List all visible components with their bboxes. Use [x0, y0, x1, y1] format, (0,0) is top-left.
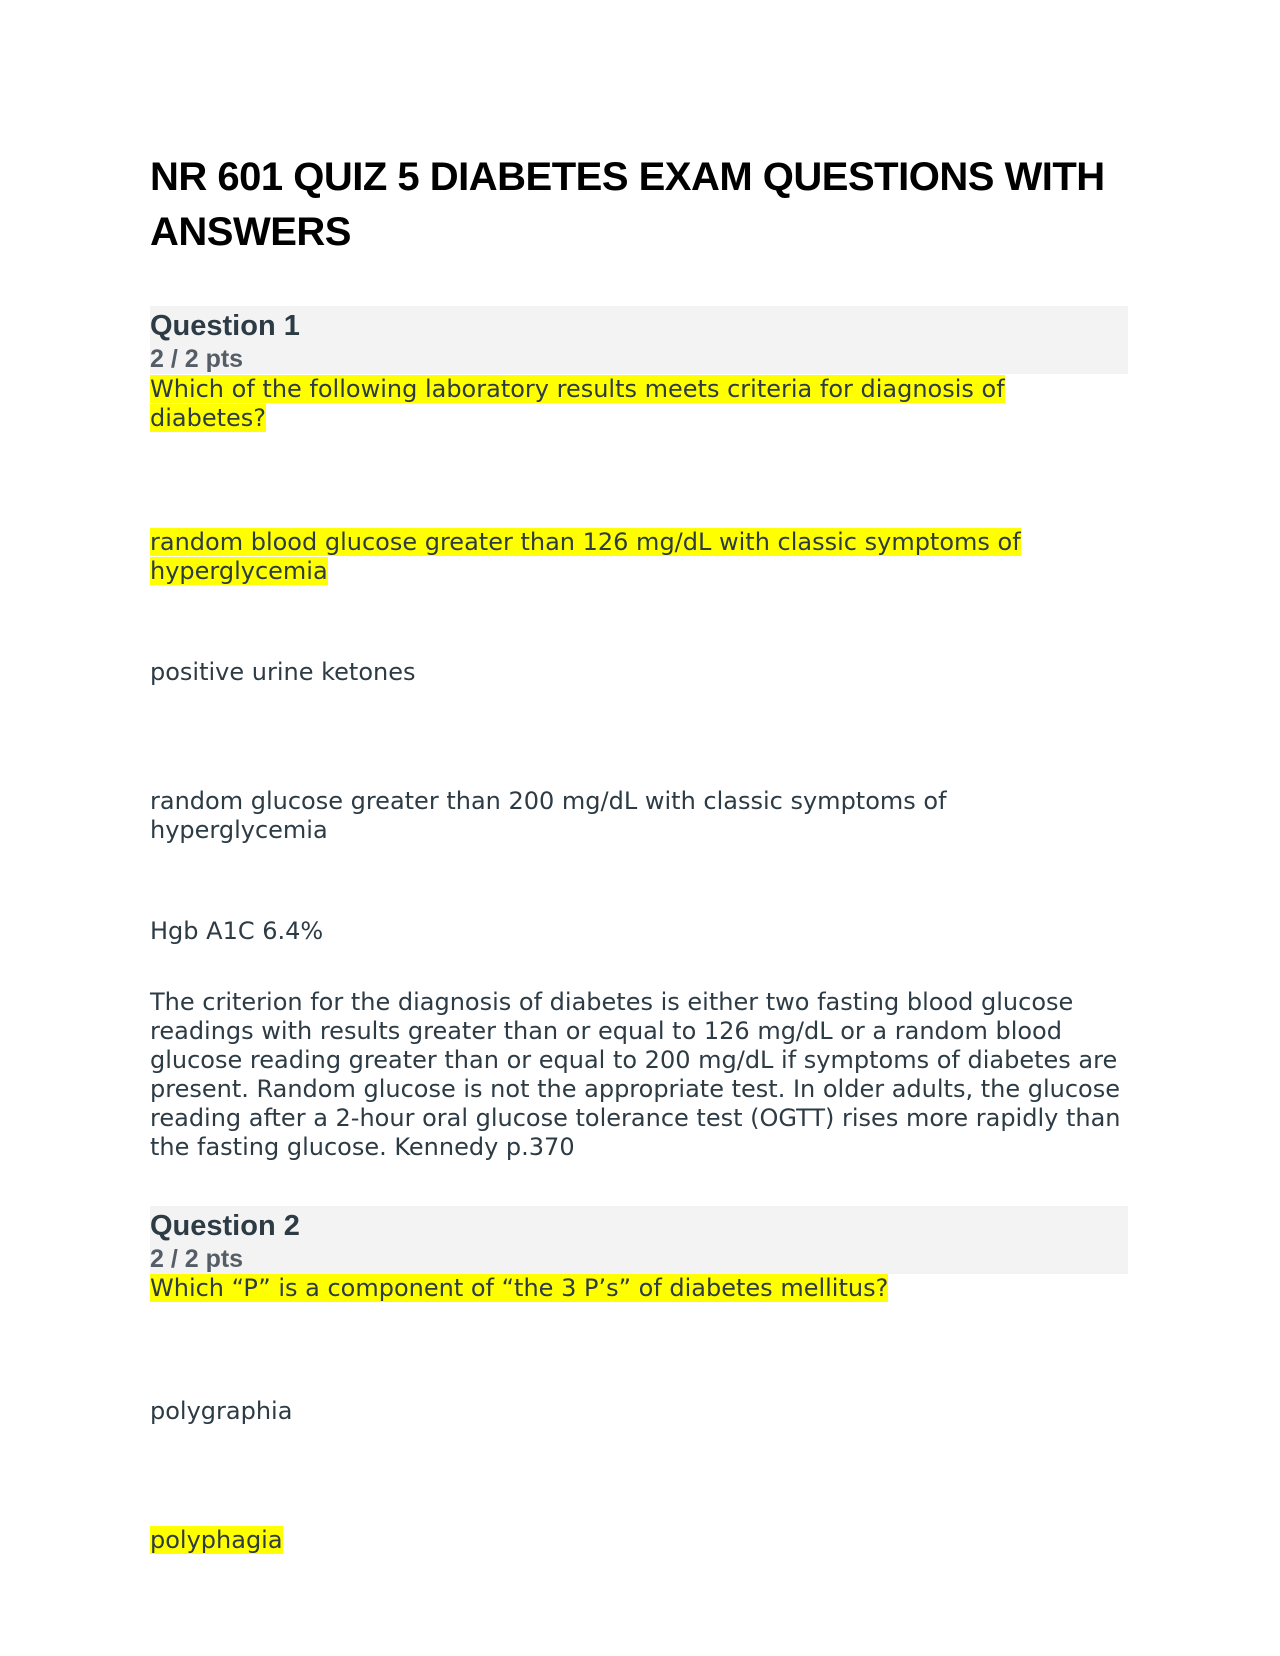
answer-option[interactable]: polygraphia	[150, 1397, 293, 1425]
answer-option-selected[interactable]: polyphagia	[150, 1526, 283, 1554]
document-title: NR 601 QUIZ 5 DIABETES EXAM QUESTIONS WITH ANSWERS	[150, 155, 1105, 254]
document-page	[150, 150, 1128, 1554]
answer-explanation: The criterion for the diagnosis of diabetes is either two fasting blood glucose readings with results greater than or equal to 126 mg/dL or a random blood glucose reading greater than or equal to 200 mg/dL if symptoms of diabetes are present. Random glucose is not the appropriate test. In older adults, the glucose reading after a 2-hour oral glucose tolerance test (OGTT) rises more rapidly than the fasting glucose. Kennedy p.370	[150, 988, 1121, 1161]
question-prompt: Which of the following laboratory results meets criteria for diagnosis of diabetes?	[150, 375, 1005, 432]
answer-option[interactable]: Hgb A1C 6.4%	[150, 917, 324, 945]
question-2	[150, 1206, 1128, 1274]
question-1	[150, 306, 1128, 374]
answer-option[interactable]: random glucose greater than 200 mg/dL with classic symptoms of hyperglycemia	[150, 787, 947, 844]
question-points: 2 / 2 pts	[150, 1245, 244, 1273]
question-title: Question 1	[150, 310, 300, 342]
answer-option-selected[interactable]: random blood glucose greater than 126 mg/dL with classic symptoms of hyperglycemia	[150, 528, 1021, 585]
question-header	[150, 306, 1128, 374]
question-points: 2 / 2 pts	[150, 345, 244, 373]
answer-option[interactable]: positive urine ketones	[150, 658, 416, 686]
question-title: Question 2	[150, 1210, 300, 1242]
question-header	[150, 1206, 1128, 1274]
question-prompt: Which “P” is a component of “the 3 P’s” of diabetes mellitus?	[150, 1274, 889, 1302]
